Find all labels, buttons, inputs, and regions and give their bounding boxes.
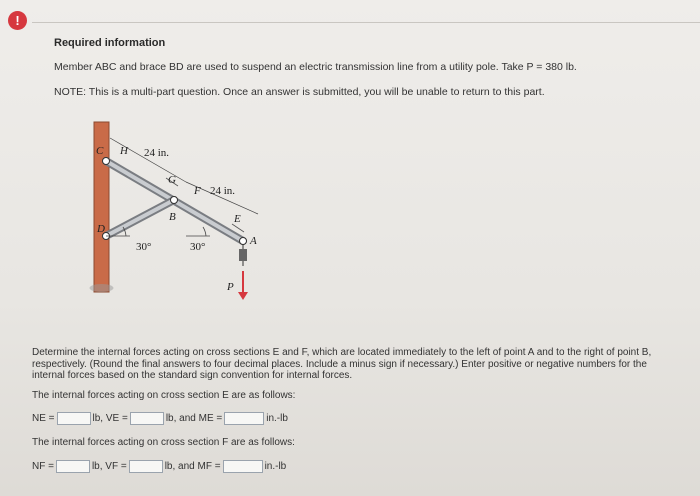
me-unit: in.-lb — [266, 413, 288, 424]
answer-row-e — [32, 412, 288, 425]
angle-left: 30° — [136, 241, 152, 253]
nf-unit: lb, VF = — [91, 461, 127, 472]
instructions-text: Determine the internal forces acting on cross sections E and F, which are located immediately to the left of point A and to the right of point B, respectively. (Round the final answers to four decimal places. Include a minus sign if necessary.) Enter positive or negative numbers for the internal forces based on the standard sign convention for internal forces. — [32, 347, 652, 381]
angle-right: 30° — [190, 241, 206, 253]
note-text: NOTE: This is a multi-part question. Once an answer is submitted, you will be unable to return to this part. — [54, 86, 545, 98]
label-f: F — [194, 185, 201, 197]
label-g: G — [168, 174, 176, 186]
label-h: H — [120, 145, 128, 157]
ne-label: NE = — [32, 413, 55, 424]
dim-mid: 24 in. — [210, 185, 236, 197]
problem-statement: Member ABC and brace BD are used to suspend an electric transmission line from a utility pole. Take P = 380 lb. — [54, 61, 577, 73]
section-f-label: The internal forces acting on cross section F are as follows: — [32, 437, 295, 448]
nf-input[interactable] — [56, 460, 90, 473]
structure-figure — [86, 116, 276, 301]
ve-input[interactable] — [130, 412, 164, 425]
label-b: B — [169, 211, 176, 223]
ne-unit: lb, VE = — [92, 413, 128, 424]
alert-icon: ! — [8, 11, 27, 30]
label-e: E — [234, 213, 241, 225]
dim-top: 24 in. — [144, 147, 170, 159]
pin-c — [103, 158, 110, 165]
vf-input[interactable] — [129, 460, 163, 473]
me-input[interactable] — [224, 412, 264, 425]
vf-unit: lb, and MF = — [164, 461, 221, 472]
label-d: D — [97, 223, 105, 235]
mf-input[interactable] — [223, 460, 263, 473]
pin-b — [171, 197, 178, 204]
page-title: Required information — [54, 37, 166, 49]
label-c: C — [96, 145, 104, 157]
answer-row-f — [32, 460, 286, 473]
nf-label: NF = — [32, 461, 54, 472]
section-e-label: The internal forces acting on cross section E are as follows: — [32, 390, 296, 401]
divider — [32, 22, 700, 23]
mf-unit: in.-lb — [264, 461, 287, 472]
label-a: A — [250, 235, 257, 247]
pin-a — [240, 238, 247, 245]
ve-unit: lb, and ME = — [165, 413, 223, 424]
ne-input[interactable] — [57, 412, 91, 425]
label-p: P — [227, 281, 234, 293]
